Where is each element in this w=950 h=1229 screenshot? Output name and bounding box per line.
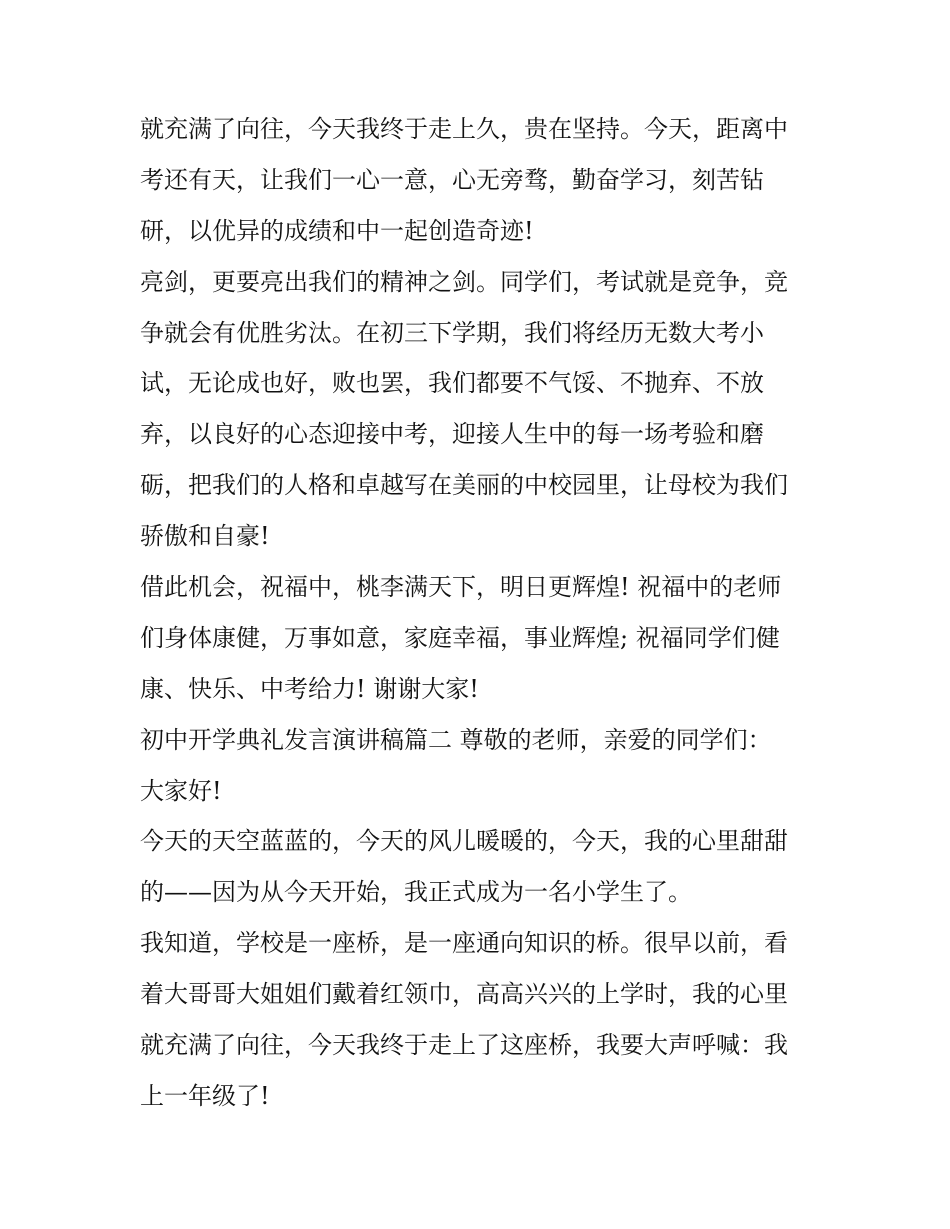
text-line: 弃，以良好的心态迎接中考，迎接人生中的每一场考验和磨: [140, 420, 764, 449]
text-line: 骄傲和自豪!: [140, 522, 270, 551]
text-line: 借此机会，祝福中，桃李满天下，明日更辉煌! 祝福中的老师: [140, 573, 782, 602]
text-line: 们身体康健，万事如意，家庭幸福，事业辉煌; 祝福同学们健: [140, 623, 780, 652]
text-line: 着大哥哥大姐姐们戴着红领巾，高高兴兴的上学时，我的心里: [140, 980, 788, 1009]
section-heading-line: 初中开学典礼发言演讲稿篇二 尊敬的老师，亲爱的同学们：: [140, 725, 772, 754]
text-line: 的——因为从今天开始，我正式成为一名小学生了。: [140, 878, 692, 907]
text-line: 就充满了向往，今天我终于走上了这座桥，我要大声呼喊：我: [140, 1031, 788, 1060]
document-body: [140, 104, 820, 1122]
text-line: 康、快乐、中考给力! 谢谢大家!: [140, 674, 479, 703]
text-line: 就充满了向往，今天我终于走上久，贵在坚持。今天，距离中: [140, 115, 788, 143]
text-line: 亮剑，更要亮出我们的精神之剑。同学们，考试就是竞争，竞: [140, 267, 788, 296]
text-line: 上一年级了!: [140, 1081, 270, 1110]
text-line: 试，无论成也好，败也罢，我们都要不气馁、不抛弃、不放: [140, 369, 764, 398]
text-line: 砺，把我们的人格和卓越写在美丽的中校园里，让母校为我们: [140, 471, 788, 500]
greeting-line: 大家好!: [140, 776, 222, 805]
text-line: 考还有天，让我们一心一意，心无旁骛，勤奋学习，刻苦钻: [140, 165, 764, 194]
text-line: 我知道，学校是一座桥，是一座通向知识的桥。很早以前，看: [140, 929, 788, 958]
text-line: 今天的天空蓝蓝的，今天的风儿暖暖的，今天，我的心里甜甜: [140, 827, 788, 856]
text-line: 研，以优异的成绩和中一起创造奇迹!: [140, 216, 534, 245]
text-line: 争就会有优胜劣汰。在初三下学期，我们将经历无数大考小: [140, 318, 764, 347]
